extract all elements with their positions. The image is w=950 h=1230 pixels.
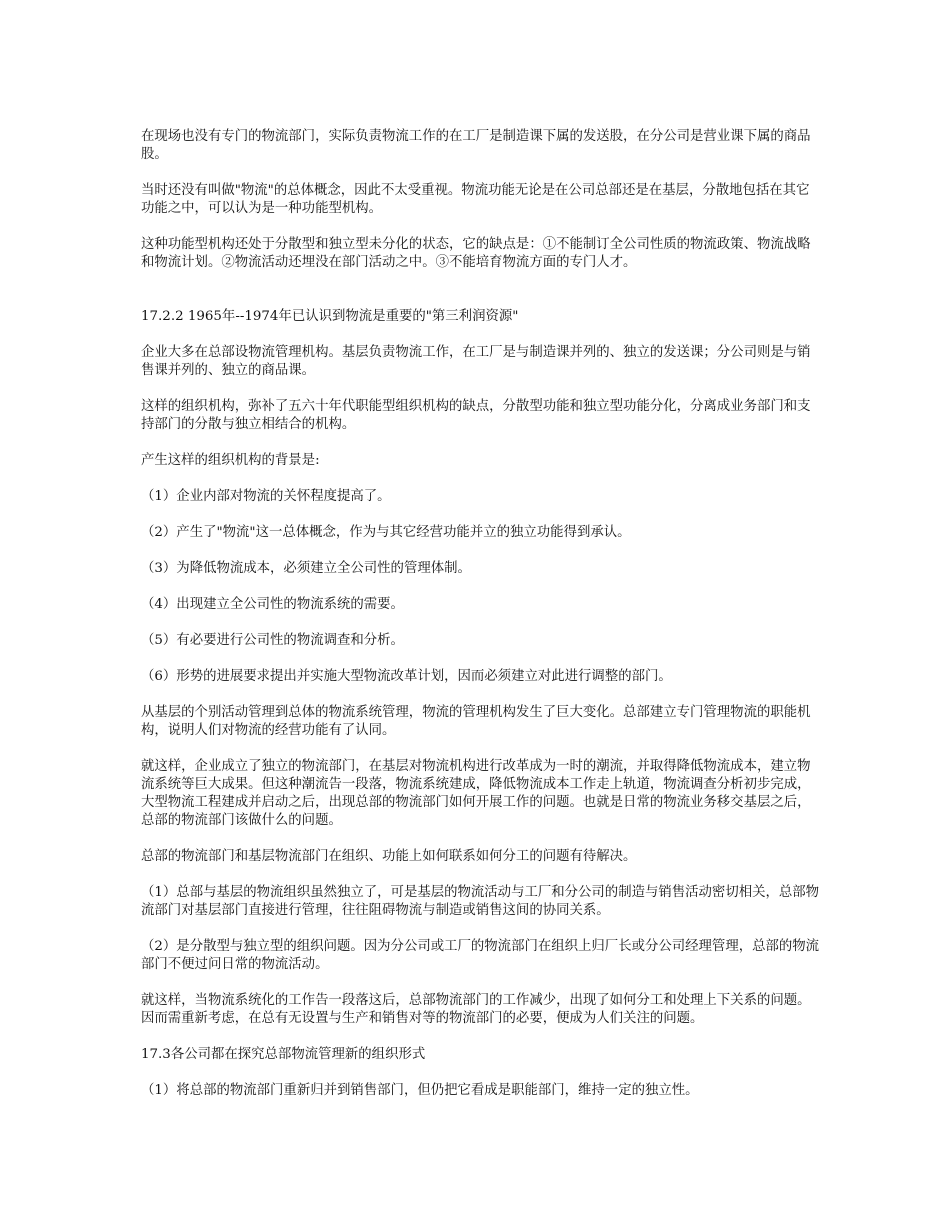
list-item: （2）是分散型与独立型的组织问题。因为分公司或工厂的物流部门在组织上归厂长或分公司经理管理，总部的物流部门不便过问日常的物流活动。 xyxy=(141,939,820,972)
list-item: （2）产生了"物流"这一总体概念，作为与其它经营功能并立的独立功能得到承认。 xyxy=(141,525,631,540)
paragraph: 总部的物流部门和基层物流部门在组织、功能上如何联系如何分工的问题有待解决。 xyxy=(141,849,637,864)
paragraph: 就这样，当物流系统化的工作告一段落这后，总部物流部门的工作减少，出现了如何分工和处理上下关系的问题。因而需重新考虑，在总有无设置与生产和销售对等的物流部门的必要，便成为人们关注的问题。 xyxy=(141,993,811,1026)
list-item: （1）将总部的物流部门重新归并到销售部门，但仍把它看成是职能部门，维持一定的独立性。 xyxy=(141,1083,699,1098)
paragraph: 这样的组织机构，弥补了五六十年代职能型组织机构的缺点，分散型功能和独立型功能分化，分离成业务部门和支持部门的分散与独立相结合的机构。 xyxy=(141,399,811,432)
section-spacer xyxy=(141,290,821,308)
list-item: （1）企业内部对物流的关怀程度提高了。 xyxy=(141,489,391,504)
paragraph: 当时还没有叫做"物流"的总体概念，因此不太受重视。物流功能无论是在公司总部还是在基层，分散地包括在其它功能之中，可以认为是一种功能型机构。 xyxy=(141,183,810,216)
list-item: （4）出现建立全公司性的物流系统的需要。 xyxy=(141,597,404,612)
paragraph: 产生这样的组织机构的背景是: xyxy=(141,453,320,468)
paragraph: 企业大多在总部设物流管理机构。基层负责物流工作，在工厂是与制造课并列的、独立的发送课；分公司则是与销售课并列的、独立的商品课。 xyxy=(141,345,811,378)
section-heading: 17.3各公司都在探究总部物流管理新的组织形式 xyxy=(141,1047,426,1062)
list-item: （3）为降低物流成本，必须建立全公司性的管理体制。 xyxy=(141,561,471,576)
paragraph: 在现场也没有专门的物流部门，实际负责物流工作的在工厂是制造课下属的发送股，在分公司是营业课下属的商品股。 xyxy=(141,129,811,162)
list-item: （6）形势的进展要求提出并实施大型物流改革计划，因而必须建立对此进行调整的部门。 xyxy=(141,669,672,684)
list-item: （5）有必要进行公司性的物流调查和分析。 xyxy=(141,633,404,648)
paragraph: 就这样，企业成立了独立的物流部门，在基层对物流机构进行改革成为一时的潮流，并取得降低物流成本，建立物流系统等巨大成果。但这种潮流告一段落，物流系统建成，降低物流成本工作走上轨道，物流调查分析初步完成，大型物流工程建成并启动之后，出现总部的物流部门如何开展工作的问题。也就是日常的物流业务移交基层之后，总部的物流部门该做什么的问题。 xyxy=(141,759,811,828)
document-body xyxy=(141,128,821,1118)
section-heading: 17.2.2 1965年--1974年已认识到物流是重要的"第三利润资源" xyxy=(141,309,519,324)
list-item: （1）总部与基层的物流组织虽然独立了，可是基层的物流活动与工厂和分公司的制造与销售活动密切相关，总部物流部门对基层部门直接进行管理，往往阻碍物流与制造或销售这间的协同关系。 xyxy=(141,885,820,918)
paragraph: 这种功能型机构还处于分散型和独立型未分化的状态，它的缺点是：①不能制订全公司性质的物流政策、物流战略和物流计划。②物流活动还埋没在部门活动之中。③不能培育物流方面的专门人才。 xyxy=(141,237,811,270)
paragraph: 从基层的个别活动管理到总体的物流系统管理，物流的管理机构发生了巨大变化。总部建立专门管理物流的职能机构，说明人们对物流的经营功能有了认同。 xyxy=(141,705,811,738)
